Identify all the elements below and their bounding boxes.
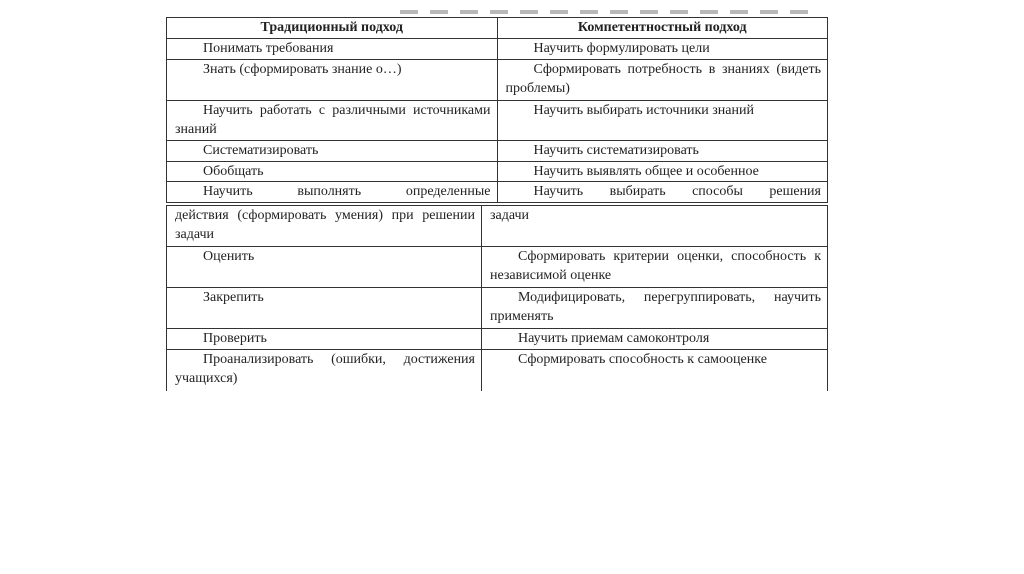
header-competence: Компетентностный подход: [497, 18, 828, 39]
table-row: [167, 288, 828, 329]
table-row: [167, 39, 828, 60]
comparison-table-part2: [166, 205, 828, 391]
cell-competence: Научить систематизировать: [533, 143, 699, 158]
header-traditional: Традиционный подход: [167, 18, 498, 39]
cell-traditional: Закрепить: [203, 290, 264, 305]
cell-traditional: Понимать требования: [203, 41, 334, 56]
cell-traditional: Научить работать с различными источниками знаний: [175, 103, 491, 137]
table-row: [167, 60, 828, 101]
table-row: [167, 350, 828, 391]
cell-traditional: Систематизировать: [203, 143, 319, 158]
table-row: [167, 141, 828, 162]
table-row: [167, 247, 828, 288]
table-row: [167, 182, 828, 203]
cell-competence: Сформировать потребность в знаниях (видеть проблемы): [505, 62, 821, 96]
table-row: [167, 162, 828, 182]
cell-traditional: Проверить: [203, 331, 267, 346]
cell-traditional: Оценить: [203, 249, 255, 264]
table-row: [167, 329, 828, 350]
cell-competence: задачи: [490, 208, 530, 223]
comparison-table-part1: [166, 17, 828, 203]
cell-traditional: Знать (сформировать знание о…): [203, 62, 402, 77]
cell-competence: Научить выбирать способы решения: [533, 184, 821, 199]
table-row: [167, 206, 828, 247]
cell-traditional: Проанализировать (ошибки, достижения учащихся): [175, 352, 475, 386]
cell-traditional: действия (сформировать умения) при решении задачи: [175, 208, 475, 242]
cell-traditional: Научить выполнять определенные: [203, 184, 491, 199]
cell-competence: Модифицировать, перегруппировать, научить применять: [490, 290, 821, 324]
cell-competence: Сформировать способность к самооценке: [518, 352, 767, 367]
cell-competence: Научить формулировать цели: [533, 41, 710, 56]
cell-traditional: Обобщать: [203, 164, 264, 179]
cell-competence: Научить выбирать источники знаний: [533, 103, 754, 118]
cell-competence: Научить приемам самоконтроля: [518, 331, 710, 346]
cell-competence: Научить выявлять общее и особенное: [533, 164, 759, 179]
cropped-text-line: [400, 10, 820, 14]
table-header-row: [167, 18, 828, 39]
cell-competence: Сформировать критерии оценки, способность к независимой оценке: [490, 249, 821, 283]
table-row: [167, 101, 828, 141]
